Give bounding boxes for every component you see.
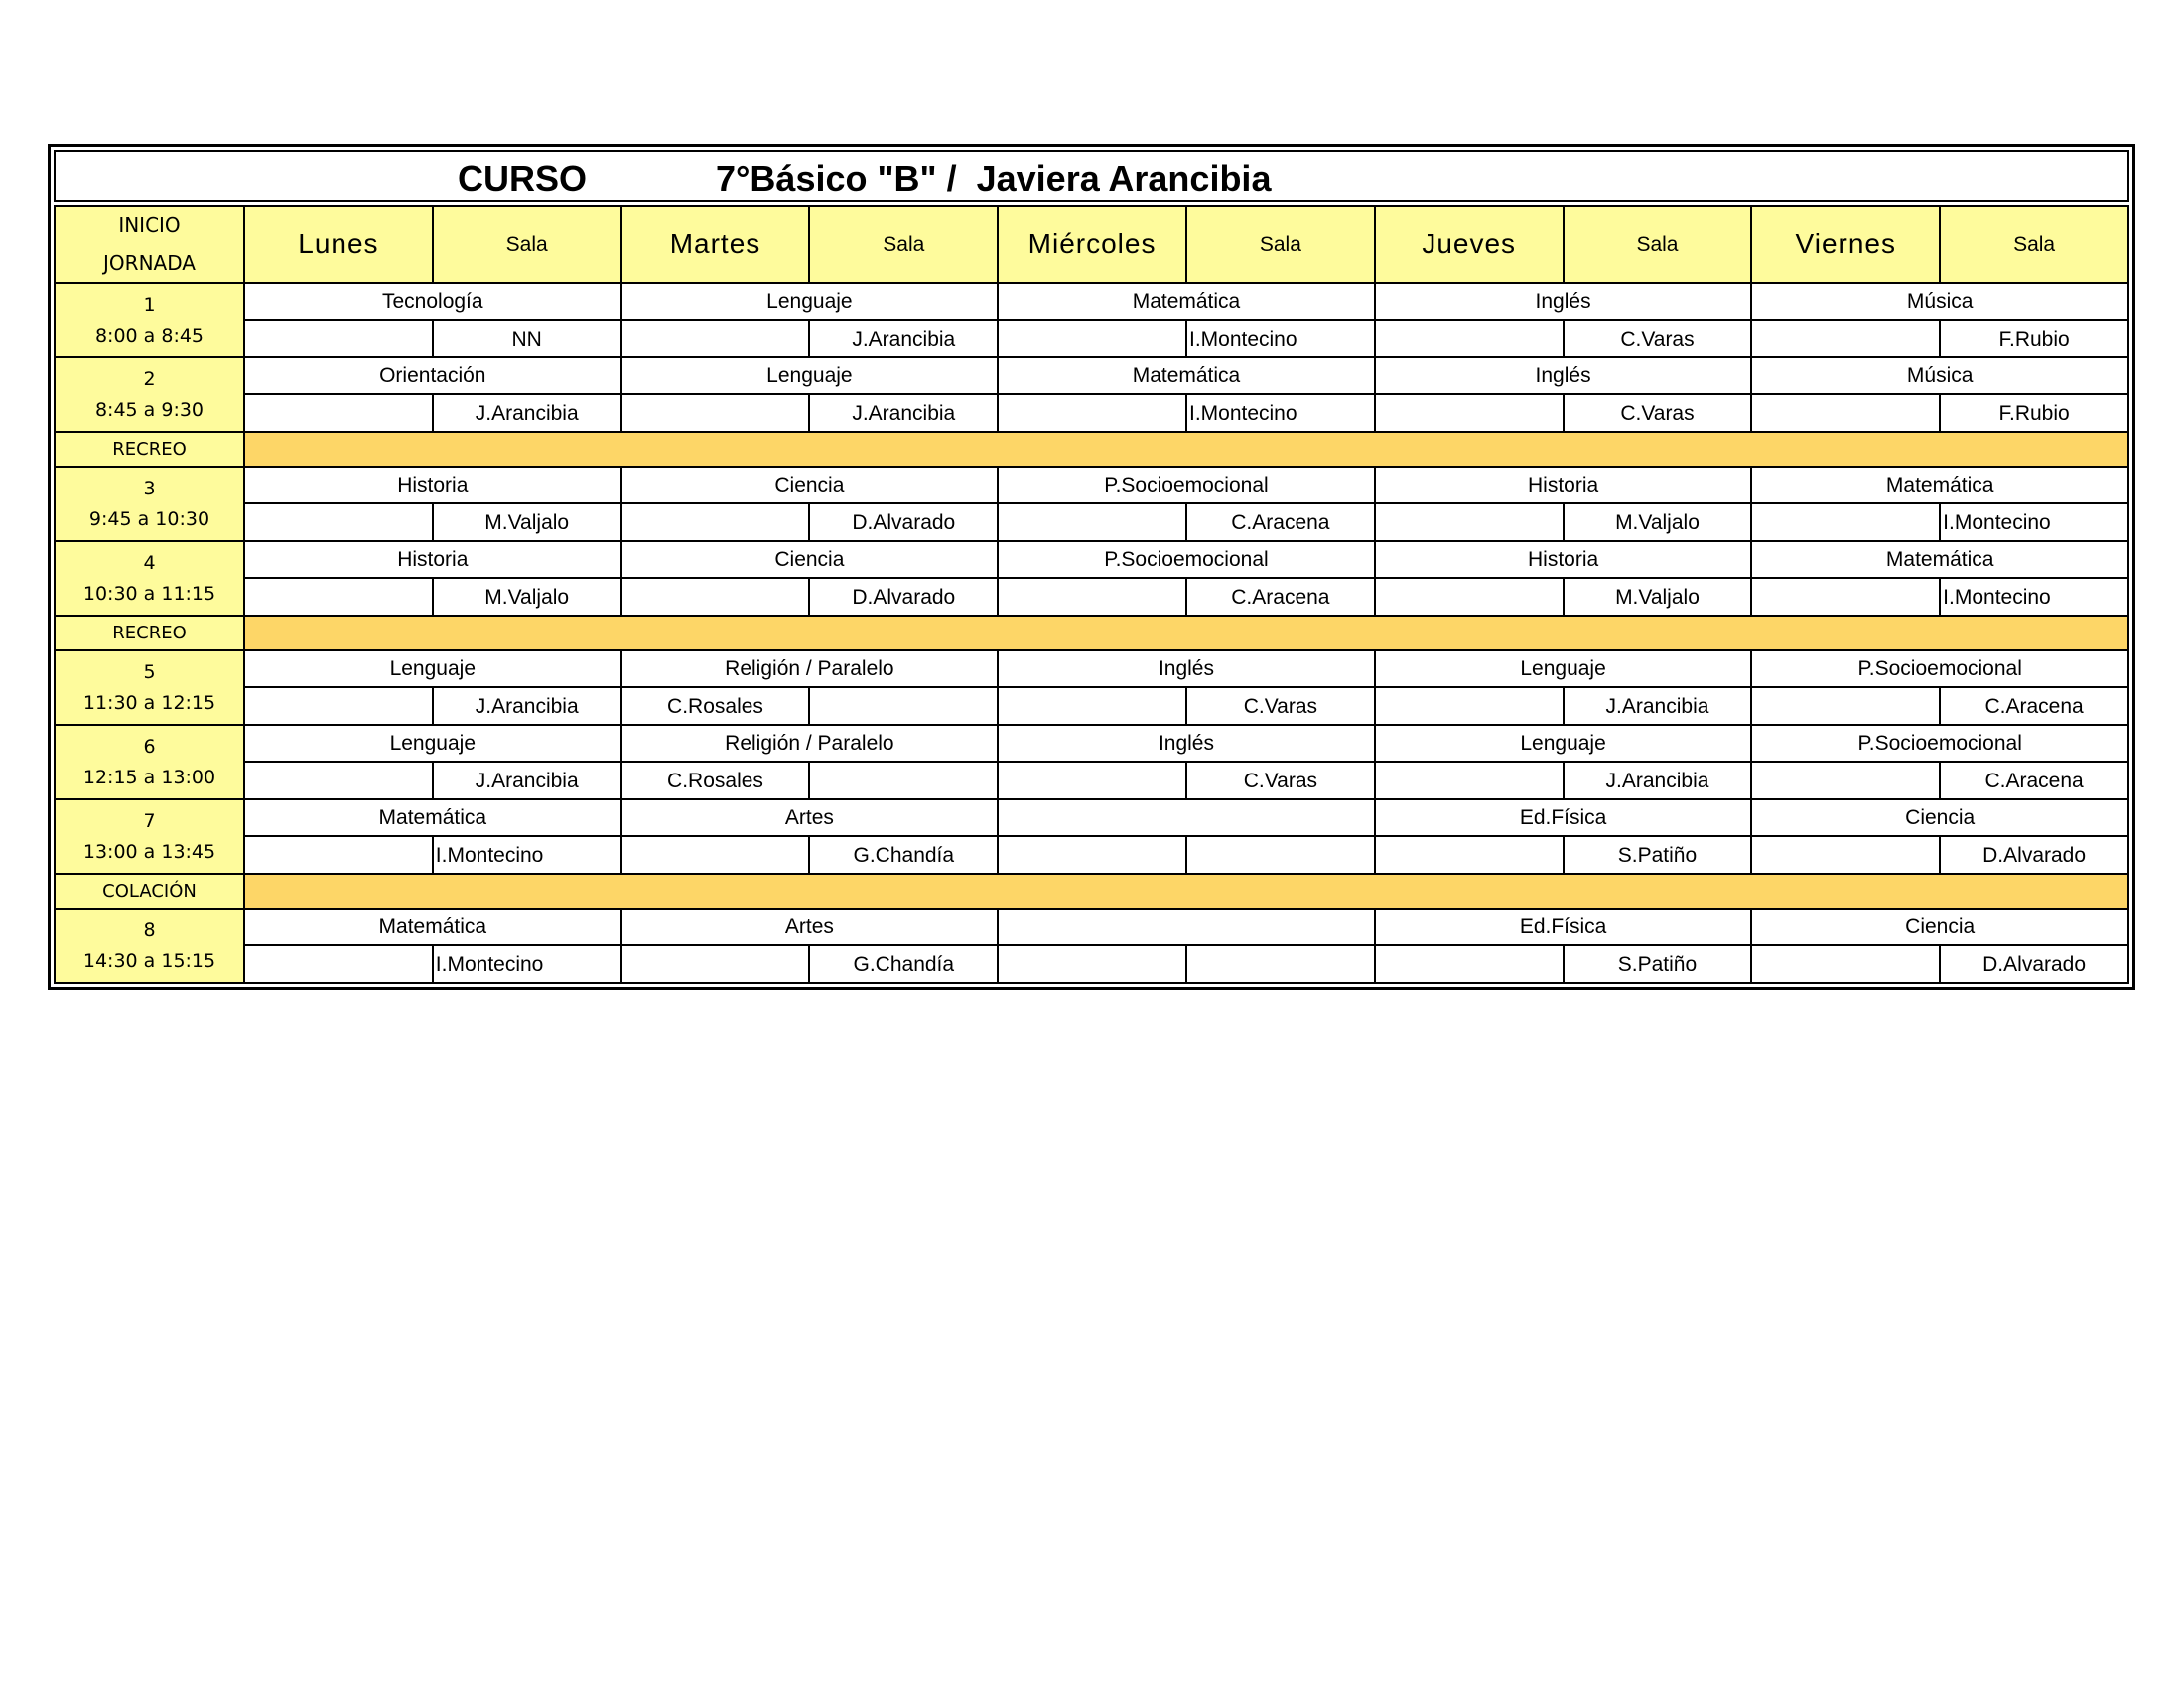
teacher-cell-left: C.Rosales: [621, 687, 810, 725]
sala-header: Sala: [433, 206, 621, 283]
break-row: [55, 432, 2128, 467]
subject-cell: Ed.Física: [1375, 909, 1752, 945]
inicio-jornada-header: [55, 206, 244, 283]
teacher-cell-left: [1375, 320, 1564, 357]
teacher-cell-left: [1751, 320, 1940, 357]
break-fill: [244, 874, 2128, 909]
block-subject-row: [55, 909, 2128, 945]
subject-cell: Historia: [244, 467, 621, 503]
teacher-cell: D.Alvarado: [1940, 945, 2128, 983]
teacher-cell-left: [244, 762, 433, 799]
teacher-cell: C.Varas: [1564, 320, 1752, 357]
teacher-cell-left: [998, 320, 1186, 357]
block-time: 8:00 a 8:45: [94, 324, 205, 347]
block-teacher-row: [55, 945, 2128, 983]
teacher-cell: C.Varas: [1564, 394, 1752, 432]
break-row: [55, 874, 2128, 909]
sala-header: Sala: [1186, 206, 1375, 283]
teacher-cell: [1186, 836, 1375, 874]
teacher-cell: S.Patiño: [1564, 945, 1752, 983]
subject-cell: Religión / Paralelo: [621, 650, 999, 687]
teacher-cell-left: [998, 945, 1186, 983]
block-subject-row: [55, 283, 2128, 320]
teacher-cell-left: [621, 394, 810, 432]
break-row: [55, 616, 2128, 650]
day-header-miercoles: Miércoles: [998, 206, 1186, 283]
block-teacher-row: [55, 762, 2128, 799]
block-number: 4: [143, 551, 156, 574]
teacher-cell: D.Alvarado: [1940, 836, 2128, 874]
jornada-label: JORNADA: [103, 251, 196, 275]
break-label: RECREO: [55, 616, 244, 650]
teacher-cell: M.Valjalo: [1564, 578, 1752, 616]
teacher-cell: S.Patiño: [1564, 836, 1752, 874]
teacher-cell-left: C.Rosales: [621, 762, 810, 799]
teacher-cell-left: [244, 945, 433, 983]
teacher-cell-left: [244, 836, 433, 874]
teacher-cell-left: [1375, 836, 1564, 874]
subject-cell: P.Socioemocional: [998, 541, 1375, 578]
teacher-cell-left: [1751, 687, 1940, 725]
teacher-cell-left: [621, 945, 810, 983]
teacher-cell: C.Aracena: [1186, 578, 1375, 616]
subject-cell: Artes: [621, 909, 999, 945]
teacher-cell-left: [998, 836, 1186, 874]
teacher-cell: I.Montecino: [433, 945, 621, 983]
schedule-table: [54, 205, 2129, 984]
teacher-cell-left: [998, 687, 1186, 725]
sala-header: Sala: [809, 206, 998, 283]
block-subject-row: [55, 357, 2128, 394]
sala-header: Sala: [1564, 206, 1752, 283]
teacher-cell-left: [621, 836, 810, 874]
teacher-cell-left: [244, 503, 433, 541]
inicio-label: INICIO: [118, 213, 181, 237]
day-header-martes: Martes: [621, 206, 810, 283]
block-number: 5: [143, 660, 156, 683]
teacher-cell: J.Arancibia: [809, 394, 998, 432]
block-teacher-row: [55, 320, 2128, 357]
subject-cell: Ciencia: [621, 467, 999, 503]
subject-cell: Tecnología: [244, 283, 621, 320]
subject-cell: Religión / Paralelo: [621, 725, 999, 762]
block-number: 1: [143, 293, 156, 316]
subject-cell: P.Socioemocional: [998, 467, 1375, 503]
teacher-cell: C.Varas: [1186, 687, 1375, 725]
teacher-cell-left: [244, 578, 433, 616]
block-time: 13:00 a 13:45: [82, 840, 216, 863]
teacher-cell-left: [998, 394, 1186, 432]
block-subject-row: [55, 541, 2128, 578]
course-title: 7°Básico "B" / Javiera Arancibia: [716, 158, 1272, 199]
teacher-cell: NN: [433, 320, 621, 357]
block-number: 6: [143, 735, 156, 758]
block-teacher-row: [55, 394, 2128, 432]
block-subject-row: [55, 725, 2128, 762]
teacher-cell: [809, 762, 998, 799]
teacher-cell-left: [1751, 945, 1940, 983]
subject-cell: Inglés: [998, 650, 1375, 687]
subject-cell: Matemática: [244, 799, 621, 836]
subject-cell: Lenguaje: [1375, 650, 1752, 687]
teacher-cell: F.Rubio: [1940, 320, 2128, 357]
teacher-cell-left: [1375, 945, 1564, 983]
subject-cell: Matemática: [1751, 541, 2128, 578]
teacher-cell: C.Aracena: [1940, 687, 2128, 725]
block-teacher-row: [55, 687, 2128, 725]
subject-cell: Música: [1751, 283, 2128, 320]
block-time: 12:15 a 13:00: [82, 766, 216, 788]
block-time-cell: [55, 541, 244, 616]
teacher-cell-left: [1751, 394, 1940, 432]
subject-cell: Inglés: [998, 725, 1375, 762]
subject-cell: Ciencia: [1751, 799, 2128, 836]
day-header-jueves: Jueves: [1375, 206, 1564, 283]
block-time-cell: [55, 799, 244, 874]
teacher-cell: I.Montecino: [1940, 503, 2128, 541]
subject-cell: Orientación: [244, 357, 621, 394]
subject-cell: Lenguaje: [1375, 725, 1752, 762]
block-teacher-row: [55, 503, 2128, 541]
teacher-cell: J.Arancibia: [1564, 762, 1752, 799]
block-subject-row: [55, 650, 2128, 687]
teacher-cell: J.Arancibia: [433, 394, 621, 432]
block-time-cell: [55, 467, 244, 541]
teacher-cell-left: [998, 578, 1186, 616]
block-time-cell: [55, 725, 244, 799]
block-number: 7: [143, 809, 156, 832]
teacher-cell: F.Rubio: [1940, 394, 2128, 432]
teacher-cell-left: [1375, 578, 1564, 616]
teacher-cell: I.Montecino: [433, 836, 621, 874]
schedule-sheet: [48, 144, 2135, 990]
teacher-cell-left: [1751, 836, 1940, 874]
teacher-cell: M.Valjalo: [433, 503, 621, 541]
teacher-cell-left: [244, 320, 433, 357]
break-fill: [244, 616, 2128, 650]
block-teacher-row: [55, 836, 2128, 874]
teacher-cell-left: [1375, 503, 1564, 541]
subject-cell: P.Socioemocional: [1751, 650, 2128, 687]
teacher-cell: I.Montecino: [1186, 394, 1375, 432]
teacher-cell: J.Arancibia: [433, 762, 621, 799]
block-teacher-row: [55, 578, 2128, 616]
subject-cell: Matemática: [998, 283, 1375, 320]
subject-cell: Ed.Física: [1375, 799, 1752, 836]
teacher-cell-left: [1375, 762, 1564, 799]
teacher-cell: J.Arancibia: [433, 687, 621, 725]
block-time: 11:30 a 12:15: [82, 691, 216, 714]
block-time: 8:45 a 9:30: [94, 398, 205, 421]
subject-cell: P.Socioemocional: [1751, 725, 2128, 762]
teacher-cell: I.Montecino: [1940, 578, 2128, 616]
day-header-viernes: Viernes: [1751, 206, 1940, 283]
teacher-cell: M.Valjalo: [1564, 503, 1752, 541]
teacher-cell: D.Alvarado: [809, 503, 998, 541]
teacher-cell: D.Alvarado: [809, 578, 998, 616]
break-label: RECREO: [55, 432, 244, 467]
break-label: COLACIÓN: [55, 874, 244, 909]
teacher-cell: [809, 687, 998, 725]
day-header-lunes: Lunes: [244, 206, 433, 283]
subject-cell: Ciencia: [1751, 909, 2128, 945]
block-time: 9:45 a 10:30: [88, 507, 210, 530]
subject-cell: Matemática: [1751, 467, 2128, 503]
curso-label: CURSO: [458, 158, 588, 199]
block-time: 10:30 a 11:15: [82, 582, 216, 605]
block-number: 3: [143, 477, 156, 499]
subject-cell: Lenguaje: [621, 283, 999, 320]
subject-cell: Inglés: [1375, 357, 1752, 394]
teacher-cell: J.Arancibia: [1564, 687, 1752, 725]
teacher-cell-left: [1751, 578, 1940, 616]
teacher-cell-left: [621, 503, 810, 541]
teacher-cell-left: [244, 394, 433, 432]
teacher-cell-left: [621, 320, 810, 357]
subject-cell: Matemática: [998, 357, 1375, 394]
block-subject-row: [55, 467, 2128, 503]
block-time-cell: [55, 909, 244, 983]
teacher-cell-left: [1375, 394, 1564, 432]
break-fill: [244, 432, 2128, 467]
subject-cell: Matemática: [244, 909, 621, 945]
subject-cell: [998, 799, 1375, 836]
block-time-cell: [55, 650, 244, 725]
subject-cell: Historia: [1375, 541, 1752, 578]
teacher-cell: M.Valjalo: [433, 578, 621, 616]
header-row: [55, 206, 2128, 283]
teacher-cell: C.Varas: [1186, 762, 1375, 799]
subject-cell: Ciencia: [621, 541, 999, 578]
teacher-cell-left: [998, 503, 1186, 541]
subject-cell: Artes: [621, 799, 999, 836]
teacher-cell-left: [621, 578, 810, 616]
block-subject-row: [55, 799, 2128, 836]
subject-cell: [998, 909, 1375, 945]
teacher-cell-left: [998, 762, 1186, 799]
subject-cell: Lenguaje: [244, 650, 621, 687]
teacher-cell: J.Arancibia: [809, 320, 998, 357]
teacher-cell: C.Aracena: [1940, 762, 2128, 799]
subject-cell: Lenguaje: [244, 725, 621, 762]
teacher-cell: I.Montecino: [1186, 320, 1375, 357]
teacher-cell-left: [1375, 687, 1564, 725]
sala-header: Sala: [1940, 206, 2128, 283]
subject-cell: Historia: [1375, 467, 1752, 503]
teacher-cell: G.Chandía: [809, 945, 998, 983]
subject-cell: Lenguaje: [621, 357, 999, 394]
title-bar: [54, 150, 2129, 202]
subject-cell: Música: [1751, 357, 2128, 394]
block-number: 2: [143, 367, 156, 390]
teacher-cell-left: [244, 687, 433, 725]
subject-cell: Inglés: [1375, 283, 1752, 320]
block-time-cell: [55, 357, 244, 432]
teacher-cell: G.Chandía: [809, 836, 998, 874]
block-number: 8: [143, 918, 156, 941]
subject-cell: Historia: [244, 541, 621, 578]
teacher-cell-left: [1751, 503, 1940, 541]
teacher-cell: C.Aracena: [1186, 503, 1375, 541]
block-time: 14:30 a 15:15: [82, 949, 216, 972]
block-time-cell: [55, 283, 244, 357]
teacher-cell: [1186, 945, 1375, 983]
teacher-cell-left: [1751, 762, 1940, 799]
